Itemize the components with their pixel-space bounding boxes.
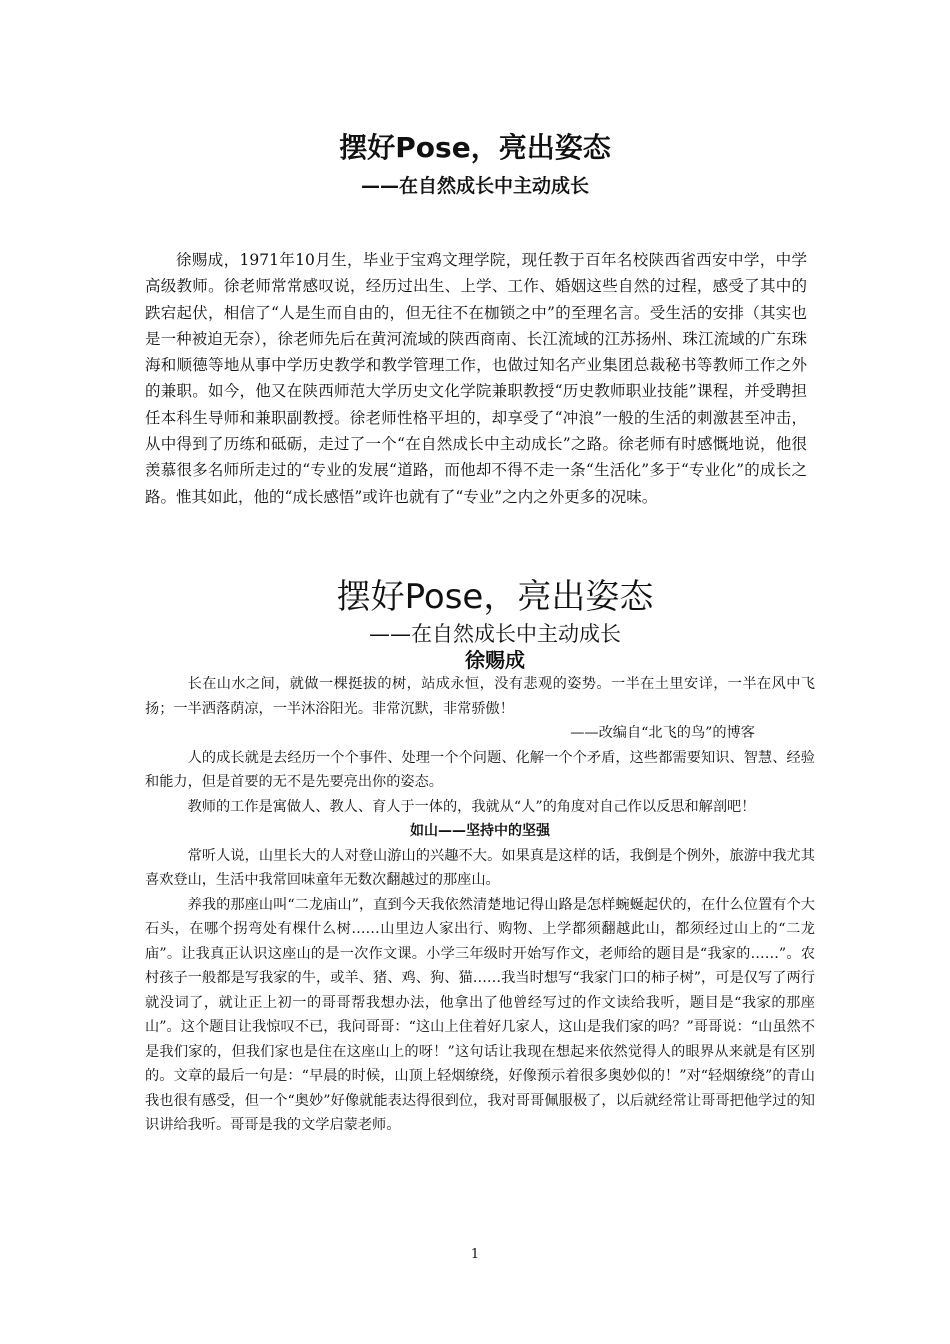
intro-paragraph-2: 教师的工作是寓做人、教人、育人于一体的，我就从“人”的角度对自己作以反思和解剖吧！ [187,798,756,815]
bio-subtitle: ——在自然成长中主动成长 [360,175,589,197]
epigraph: 长在山水之间，就做一棵挺拔的树，站成永恒，没有悲观的姿势。一半在土里安详，一半在风中飞扬；一半洒落荫凉，一半沐浴阳光。非常沉默，非常骄傲！ [145,676,815,717]
bio-title: 摆好Pose，亮出姿态 [339,131,611,164]
section-heading: 如山——坚持中的坚强 [410,823,550,839]
bio-paragraph: 徐赐成，1971年10月生，毕业于宝鸡文理学院，现任教于百年名校陕西省西安中学，中学高级教师。徐老师常常感叹说，经历过出生、上学、工作、婚姻这些自然的过程，感受了其中的跌宕起伏，相信了“人是生而自由的，但无往不在枷锁之中”的至理名言。受生活的安排（其实也是一种被迫无奈），徐老师先后在黄河流域的陕西商南、长江流域的江苏扬州、珠江流域的广东珠海和顺德等地从事中学历史教学和教学管理工作，也做过知名产业集团总裁秘书等教师工作之外的兼职。如今，他又在陕西师范大学历史文化学院兼职教授“历史教师职业技能”课程，并受聘担任本科生导师和兼职副教授。徐老师性格平坦的，却享受了“冲浪”一般的生活的刺激甚至冲击，从中得到了历练和砥砺，走过了一个“在自然成长中主动成长”之路。徐老师有时感慨地说，他很羡慕很多名师所走过的“专业的发展“道路，而他却不得不走一条“生活化”多于“专业化”的成长之路。惟其如此，他的“成长感悟”或许也就有了“专业”之内之外更多的况味。 [145,251,807,506]
intro-paragraph-1: 人的成长就是去经历一个个事件、处理一个个问题、化解一个个矛盾，这些都需要知识、智慧、经验和能力，但是首要的无不是先要亮出你的姿态。 [145,749,815,790]
epigraph-source: ——改编自“北飞的鸟”的博客 [570,725,755,741]
article-author: 徐赐成 [465,648,525,672]
author-bio [145,247,807,510]
article-title: 摆好Pose，亮出姿态 [336,577,654,617]
article-body [145,672,815,1138]
body-paragraph-2: 养我的那座山叫“二龙庙山”，直到今天我依然清楚地记得山路是怎样蜿蜒起伏的，在什么位置有个大石头，在哪个拐弯处有棵什么树……山里边人家出行、购物、上学都须翻越此山，都须经过山上的“二龙庙”。让我真正认识这座山的是一次作文课。小学三年级时开始写作文，老师给的题目是“我家的……”。农村孩子一般都是写我家的牛，或羊、猪、鸡、狗、猫……我当时想写“我家门口的柿子树”，可是仅写了两行就没词了，就让正上初一的哥哥帮我想办法，他拿出了他曾经写过的作文读给我听，题目是“我家的那座山”。这个题目让我惊叹不已，我问哥哥：“这山上住着好几家人，这山是我们家的吗？”哥哥说：“山虽然不是我们家的，但我们家也是住在这座山上的呀！”这句话让我现在想起来依然觉得人的眼界从来就是有区别的。文章的最后一句是：“早晨的时候，山顶上轻烟缭绕，好像预示着很多奥妙似的！”对“轻烟缭绕”的青山我也很有感受，但一个“奥妙”好像就能表达得很到位，我对哥哥佩服极了，以后就经常让哥哥把他学过的知识讲给我听。哥哥是我的文学启蒙老师。 [145,896,815,1133]
article-subtitle: ——在自然成长中主动成长 [369,622,621,646]
page-number: 1 [470,1247,480,1262]
body-paragraph-1: 常听人说，山里长大的人对登山游山的兴趣不大。如果真是这样的话，我倒是个例外，旅游中我尤其喜欢登山，生活中我常回味童年无数次翻越过的那座山。 [145,847,815,888]
